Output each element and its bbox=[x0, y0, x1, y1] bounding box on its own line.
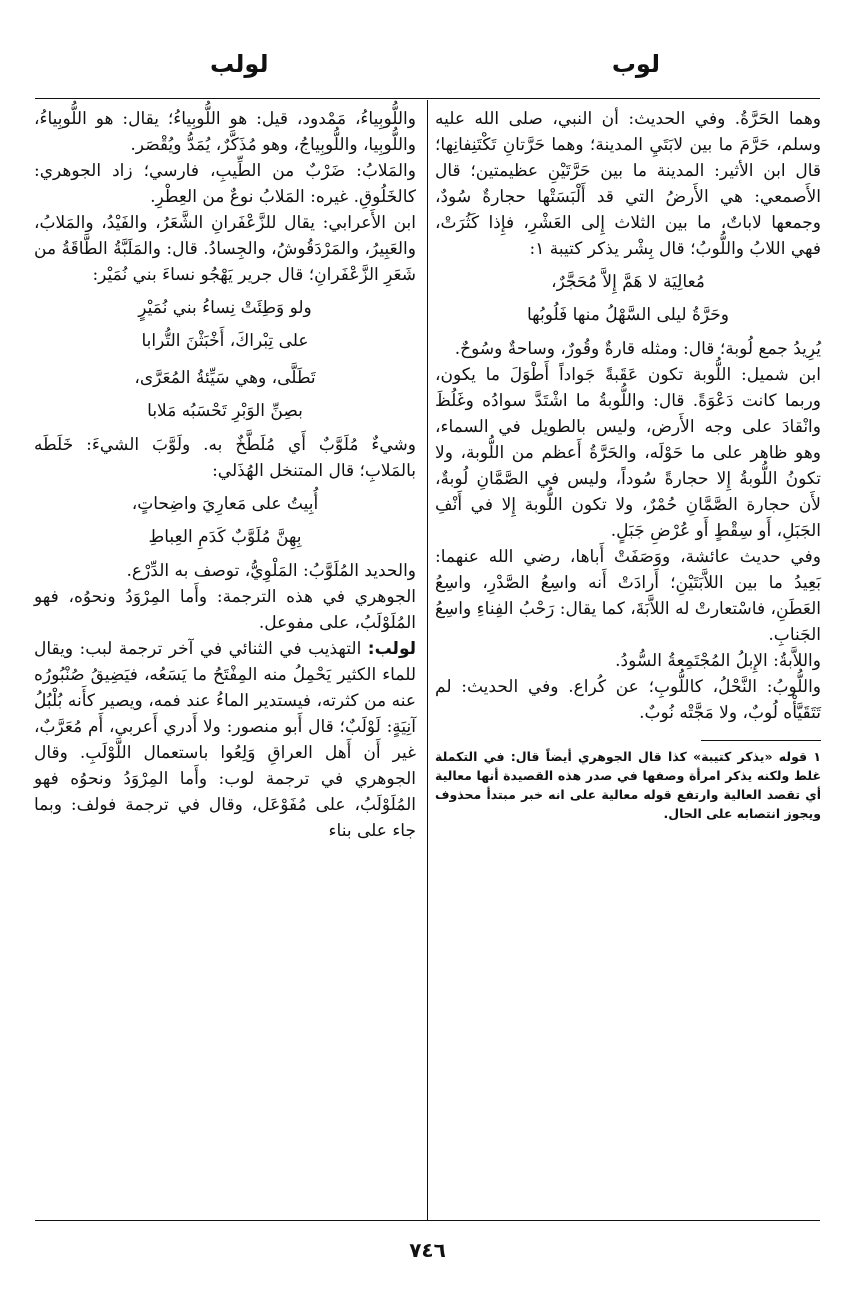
poem-verse bbox=[34, 362, 416, 428]
poem-verse bbox=[34, 292, 416, 358]
text-paragraph: وشيءٌ مُلَوَّبٌ أَي مُلَطَّخٌ به. ولَوَّبَ الشيءَ: خَلَطَه بالمَلابِ؛ قال المتنخل الهُذَلي: bbox=[34, 435, 416, 481]
entry-headword: لولب: bbox=[367, 639, 416, 659]
column-divider bbox=[427, 100, 428, 1220]
left-column bbox=[34, 106, 416, 844]
verse-line: بصِنِّ الوَبْرِ تَحْسَبُه مَلابا bbox=[147, 401, 303, 421]
text-paragraph: والمَلابُ: ضَرْبٌ من الطِّيبِ، فارسي؛ زاد الجوهري: كالخَلُوقِ. غيره: المَلابُ نوعٌ من العِطْرِ. bbox=[34, 161, 416, 207]
verse-line: مُعالِيَة لا هَمَّ إِلاَّ مُحَجَّرٌ، bbox=[551, 272, 705, 292]
page-number: ٧٤٦ bbox=[409, 1238, 446, 1262]
poem-verse bbox=[34, 488, 416, 554]
verse-line: بِهِنَّ مُلَوَّبٌ كَدَمِ العِباطِ bbox=[148, 527, 302, 547]
verse-line: أُبِيتُ على مَعارِيَ واضِحاتٍ، bbox=[131, 494, 319, 514]
poem-verse bbox=[435, 266, 821, 332]
verse-line: وحَرَّةُ ليلى السَّهْلُ منها فَلُوبُها bbox=[526, 305, 730, 325]
verse-line: تَطَلَّى، وهي سَيِّئةُ المُعَرَّى، bbox=[134, 368, 316, 388]
text-paragraph: ابن شميل: اللُّوبة تكون عَقَبةً جَواداً أَطْوَلَ ما يكون، وربما كانت دَعْوَةً. قال: واللُّوبةُ ما اشْتَدَّ سوادُه وغَلُظَ وانْقادَ على وجه الأَرض، وليس بالطويل في السماء، وهو ظاهر على ما حَوْلَه، والحَرَّةُ أَعظم من اللُّوبة، ولا تكونُ اللُّوبةُ إِلا حجارةً سُوداً، وليس في الصَّمَّانِ لُوبةٌ، لأَن حجارة الصَّمَّانِ حُمْرٌ، ولا تكون اللُّوبة إِلا في أَنْفِ الجَبَلِ، أَو سِقْطٍ أَو عُرْضِ جَبَلٍ. bbox=[435, 365, 821, 541]
verse-line: ولو وَطِئَتْ نِساءُ بني نُمَيْرٍ bbox=[138, 298, 312, 318]
text-paragraph: واللاَّبةُ: الإِبلُ المُجْتَمِعةُ السُّودُ. bbox=[615, 651, 821, 671]
right-column bbox=[435, 106, 821, 823]
footnote: ١ قوله «يذكر كتيبة» كذا قال الجوهري أيضاً قال: في التكملة غلط ولكنه يذكر امرأة وصفها في صدر هذه القصيدة أنها معالية أي تقصد العالية وارتفع قوله معالية على انه خبر مبتدأ محذوف ويجوز انتصابه على الحال. bbox=[435, 749, 821, 821]
verse-line: على تِبْراكَ، أَخْبَثْنَ التُّرابا bbox=[141, 331, 309, 351]
text-paragraph: وفي حديث عائشة، ووَصَفَتْ أَباها، رضي الله عنهما: بَعِيدُ ما بين اللاَّبَتَيْنِ؛ أَرادَتْ أَنه واسِعُ الصَّدْرِ، واسِعُ العَطَنِ، فاسْتعارتْ له اللاَّبَةَ، كما يقال: رَحْبُ الفِناءِ واسِعُ الجَنابِ. bbox=[435, 547, 821, 645]
footnote-rule bbox=[701, 740, 821, 741]
text-paragraph: يُرِيدُ جمع لُوبة؛ قال: ومثله قارةٌ وقُورٌ، وساحةٌ وسُوحٌ. bbox=[454, 339, 821, 359]
header-keyword-right: لوب bbox=[611, 50, 660, 78]
text-paragraph: الجوهري في هذه الترجمة: وأَما المِرْوَدُ ونحوُه، فهو المُلَوْلَبُ، على مفوعل. bbox=[34, 587, 416, 633]
text-paragraph: واللُّوبِياءُ، مَمْدود، قيل: هو اللُّوبِياءُ؛ يقال: هو اللُّوبِياءُ، واللُّوبِيا، واللُّوبِياجُ، وهو مُذَكَّرٌ، يُمَدُّ ويُقْصَر. bbox=[34, 109, 416, 155]
text-paragraph: واللُّوبُ: النَّحْلُ، كاللُّوبِ؛ عن كُراع. وفي الحديث: لم تَتَقَيَّأْه لُوبٌ، ولا مَجَّتْه نُوبٌ. bbox=[435, 677, 821, 723]
entry-text: التهذيب في الثنائي في آخر ترجمة لبب: ويقال للماء الكثير يَحْمِلُ منه المِفْتَحُ ما يَسَعُه، فيَضِيقُ صُنْبُورُه عنه من كثرته، فيستدير الماءُ عند فمه، ويصير كأَنه بُلْبُلُ آنِيَةٍ: لَوْلَبٌ؛ قال أَبو منصور: ولا أَدري أَعربي، أَم مُعَرَّبٌ، غير أَن أَهل العراقِ وَلِعُوا باستعمال اللَّوْلَبِ. وقال الجوهري في ترجمة لوب: وأَما المِرْوَدُ ونحوُه فهو المُلَوْلَبُ، على مُفَوْعَل، وقال في ترجمة فولف: وبما جاء على بناء bbox=[34, 639, 416, 841]
text-paragraph: ابن الأَعرابي: يقال للزَّعْفَرانِ الشَّعَرُ، والفَيْدُ، والمَلابُ، والعَبِيرُ، والمَرْدَقُوشُ، والجِسادُ. قال: والمَلَبَّةُ الطَّاقَةُ من شَعَرِ الزَّعْفَرانِ؛ قال جرير يَهْجُو نساءَ بني نُمَيْر: bbox=[34, 213, 416, 285]
header-keyword-left: لولب bbox=[210, 50, 269, 78]
text-paragraph: والحديد المُلَوَّبُ: المَلْوِيُّ، توصف به الدِّرْع. bbox=[126, 561, 416, 581]
bottom-rule bbox=[35, 1220, 820, 1221]
text-paragraph: وهما الحَرَّةُ. وفي الحديث: أن النبي، صلى الله عليه وسلم، حَرَّمَ ما بين لابَتَيِ المدينة؛ وهما حَرَّتانِ تَكْتَنِفانِها؛ قال ابن الأثير: المدينة ما بين حَرَّتَيْنِ عظيمتين؛ قال الأَصمعي: هي الأَرضُ التي قد أَلْبَسَتْها حجارةٌ سُودٌ، وجمعها لاباتٌ، ما بين الثلاث إِلى العَشْرِ، فإِذا كَثُرَتْ، فهي اللابُ واللُّوبُ؛ قال بِشْر يذكر كتيبة ١: bbox=[435, 109, 821, 259]
entry-paragraph bbox=[34, 636, 416, 844]
top-rule bbox=[35, 98, 820, 99]
